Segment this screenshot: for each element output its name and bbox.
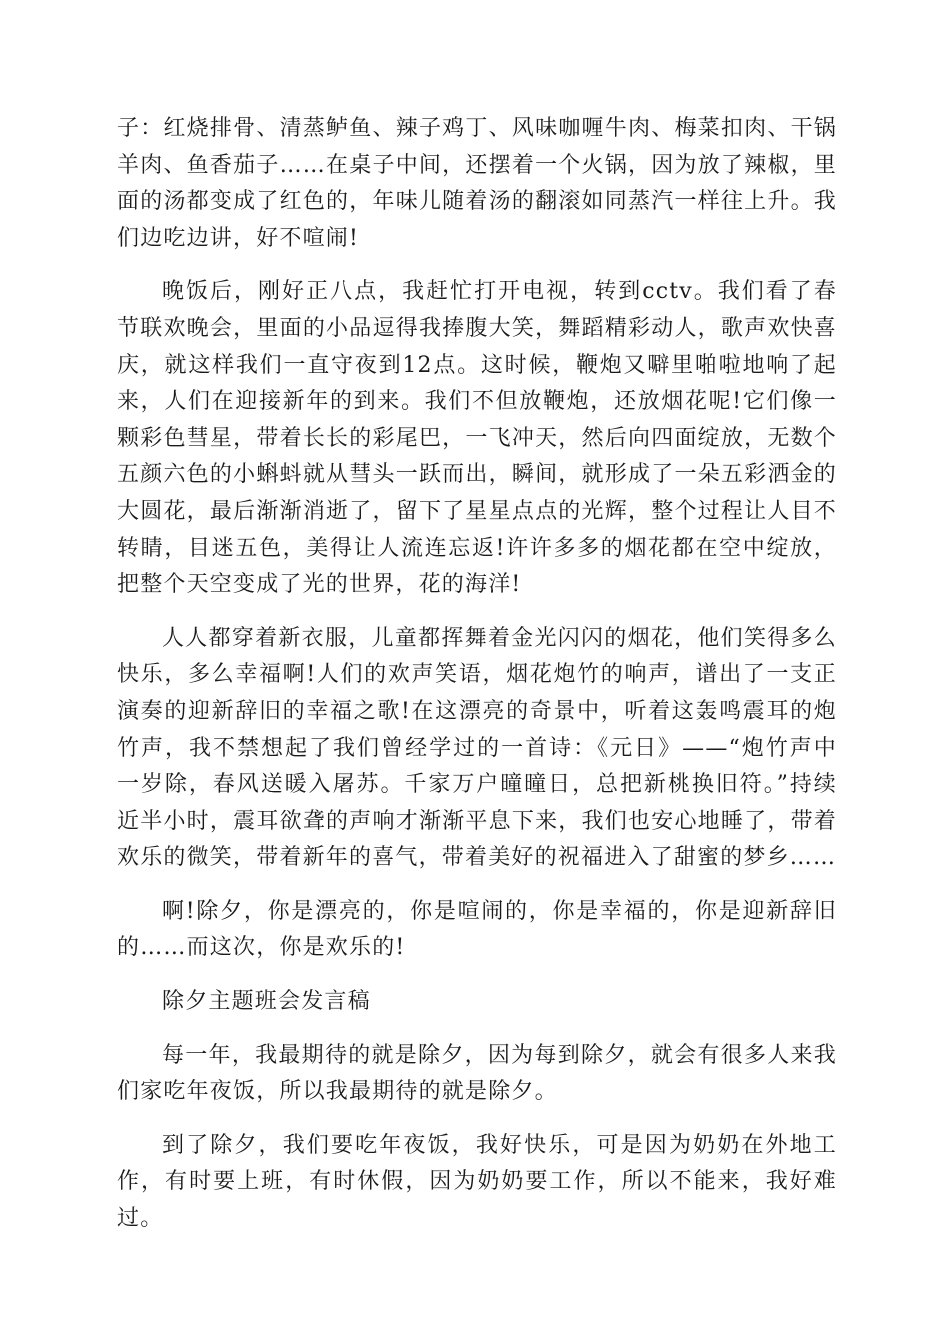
paragraph-evening-fireworks: 晚饭后，刚好正八点，我赶忙打开电视，转到cctv。我们看了春节联欢晚会，里面的小品逗得我捧腹大笑，舞蹈精彩动人，歌声欢快喜庆，就这样我们一直守夜到12点。这时候，鞭炮又噼里啪啦地响了起来，人们在迎接新年的到来。我们不但放鞭炮，还放烟花呢!它们像一颗彩色彗星，带着长长的彩尾巴，一飞冲天，然后向四面绽放，无数个五颜六色的小蝌蚪就从彗头一跃而出，瞬间，就形成了一朵五彩洒金的大圆花，最后渐渐消逝了，留下了星星点点的光辉，整个过程让人目不转睛，目迷五色，美得让人流连忘返!许许多多的烟花都在空中绽放，把整个天空变成了光的世界，花的海洋! (117, 279, 837, 598)
section-heading: 除夕主题班会发言稿 (162, 989, 371, 1015)
paragraph-new-year-joy: 人人都穿着新衣服，儿童都挥舞着金光闪闪的烟花，他们笑得多么快乐，多么幸福啊!人们的欢声笑语，烟花炮竹的响声，谱出了一支正演奏的迎新辞旧的幸福之歌!在这漂亮的奇景中，听着这轰鸣震耳的炮竹声，我不禁想起了我们曾经学过的一首诗：《元日》——“炮竹声中一岁除，春风送暖入屠苏。千家万户曈曈日，总把新桃换旧符。”持续近半小时，震耳欲聋的声响才渐渐平息下来，我们也安心地睡了，带着欢乐的微笑，带着新年的喜气，带着美好的祝福进入了甜蜜的梦乡…… (117, 625, 837, 871)
paragraph-most-anticipated: 每一年，我最期待的就是除夕，因为每到除夕，就会有很多人来我们家吃年夜饭，所以我最期待的就是除夕。 (117, 1042, 837, 1105)
document-body (117, 111, 837, 1238)
paragraph-grandma-working: 到了除夕，我们要吃年夜饭，我好快乐，可是因为奶奶在外地工作，有时要上班，有时休假，因为奶奶要工作，所以不能来，我好难过。 (117, 1132, 837, 1232)
paragraph-dinner-dishes: 子：红烧排骨、清蒸鲈鱼、辣子鸡丁、风味咖喱牛肉、梅菜扣肉、干锅羊肉、鱼香茄子……在桌子中间，还摆着一个火锅，因为放了辣椒，里面的汤都变成了红色的，年味儿随着汤的翻滚如同蒸汽一样往上升。我们边吃边讲，好不喧闹! (117, 116, 837, 251)
paragraph-new-year-eve-praise: 啊!除夕，你是漂亮的，你是喧闹的，你是幸福的，你是迎新辞旧的……而这次，你是欢乐的! (117, 898, 837, 961)
